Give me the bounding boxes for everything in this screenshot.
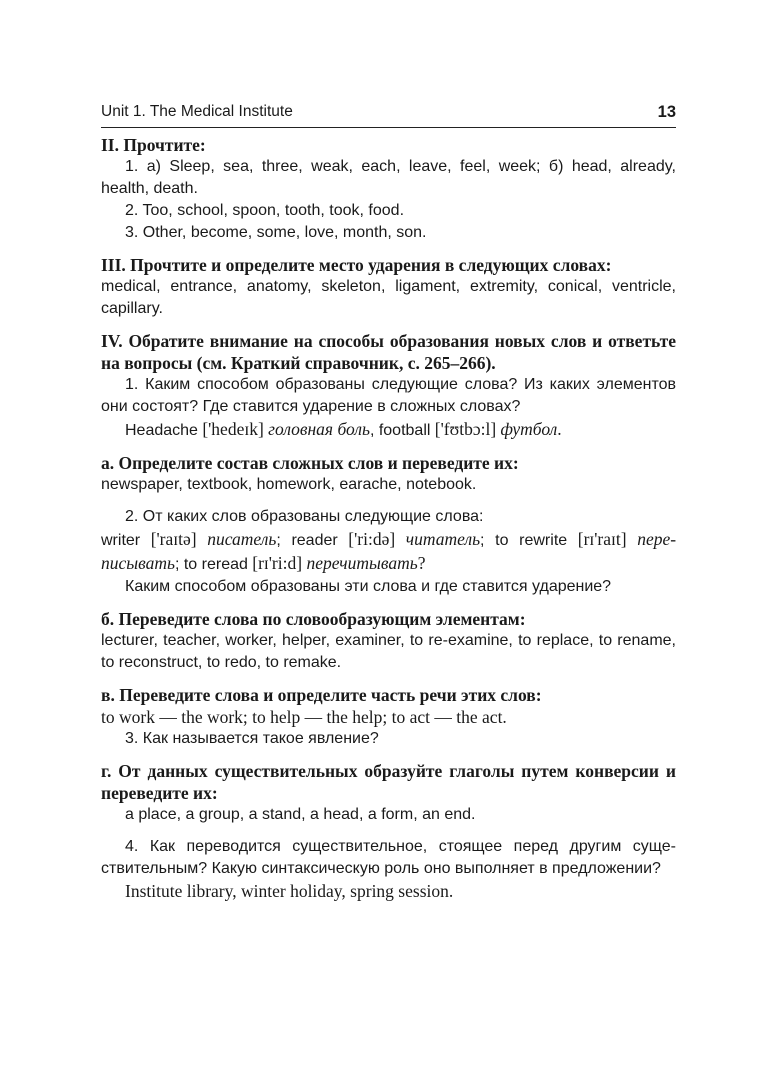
example-word: ; to rewrite: [480, 532, 568, 549]
reading-line-3: 3. Other, become, some, love, month, son.: [125, 224, 427, 241]
page-body: [101, 134, 676, 902]
example-word: Headache: [125, 422, 198, 439]
question-1: 1. Каким способом образованы следующие слова? Из каких элементов они состоят? Где ставится ударение в сложных словах?: [101, 376, 676, 415]
section-ii-heading: II. Прочтите:: [101, 135, 206, 155]
task-v: [101, 684, 676, 750]
transcription: ['hedeɪk]: [202, 419, 264, 439]
conversion-examples: to work — the work; to help — the help; to act — the act.: [101, 707, 507, 727]
example-word: ; reader: [276, 532, 338, 549]
example-word: football: [378, 422, 431, 439]
derived-words-examples: [101, 528, 676, 576]
example-word: writer: [101, 532, 141, 549]
section-iii-heading: III. Прочтите и определите место ударения в следующих словах:: [101, 255, 612, 275]
question-mark: ?: [417, 553, 426, 573]
translation: переписывать: [101, 529, 677, 573]
reading-line-2: 2. Too, school, spoon, tooth, took, food.: [125, 202, 405, 219]
task-g-words: a place, a group, a stand, a head, a form, an end.: [125, 806, 476, 823]
task-b-heading: б. Переведите слова по словообразующим элементам:: [101, 609, 526, 629]
separator: ,: [369, 422, 379, 439]
transcription: ['fʊtbɔ:l]: [434, 419, 497, 439]
transcription: ['ri:də]: [348, 529, 396, 549]
transcription: ['raɪtə]: [150, 529, 197, 549]
question-4-block: [101, 836, 676, 902]
translation: футбол: [500, 419, 558, 439]
section-iv: [101, 330, 676, 442]
task-b: [101, 608, 676, 674]
task-b-words: lecturer, teacher, worker, helper, examiner, to re-examine, to replace, to rename, to reconstruct, to redo, to remake.: [101, 632, 676, 671]
translation: головная боль: [268, 419, 370, 439]
question-2-block: [101, 506, 676, 598]
task-g: [101, 760, 676, 826]
example-word: ; to reread: [174, 556, 248, 573]
section-ii: [101, 134, 676, 244]
task-a-heading: а. Определите состав сложных слов и переведите их:: [101, 453, 519, 473]
task-a: [101, 452, 676, 496]
page-number: 13: [657, 103, 676, 121]
question-4: 4. Как переводится существительное, стоящее перед другим существительным? Какую синтаксическую роль оно выполняет в предложении?: [101, 838, 676, 877]
transcription: [rɪ'raɪt]: [577, 529, 627, 549]
running-header: [101, 101, 676, 128]
question-2: 2. От каких слов образованы следующие слова:: [125, 508, 484, 525]
task-g-heading: г. От данных существительных образуйте глаголы путем конверсии и переведите их:: [101, 761, 676, 803]
section-iii: [101, 254, 676, 320]
translation: писатель: [207, 529, 277, 549]
question-4-example: Institute library, winter holiday, spring session.: [125, 881, 454, 901]
transcription: [rɪ'ri:d]: [252, 553, 303, 573]
translation: читатель: [405, 529, 481, 549]
period: .: [557, 419, 562, 439]
chapter-title: Unit 1. The Medical Institute: [101, 103, 293, 120]
task-a-words: newspaper, textbook, homework, earache, notebook.: [101, 476, 477, 493]
section-iv-heading: IV. Обратите внимание на способы образования новых слов и ответьте на вопросы (см. Краткий справочник, с. 265–266).: [101, 331, 676, 373]
task-v-heading: в. Переведите слова и определите часть речи этих слов:: [101, 685, 542, 705]
question-3: 3. Как называется такое явление?: [125, 730, 379, 747]
compound-word-example: [101, 418, 676, 442]
stress-word-list: medical, entrance, anatomy, skeleton, ligament, extremity, conical, ventricle, capillary.: [101, 278, 676, 317]
question-2-followup: Каким способом образованы эти слова и где ставится ударение?: [125, 578, 612, 595]
reading-line-1: 1. а) Sleep, sea, three, weak, each, leave, feel, week; б) head, already, health, death.: [101, 158, 676, 197]
translation: перечитывать: [306, 553, 418, 573]
